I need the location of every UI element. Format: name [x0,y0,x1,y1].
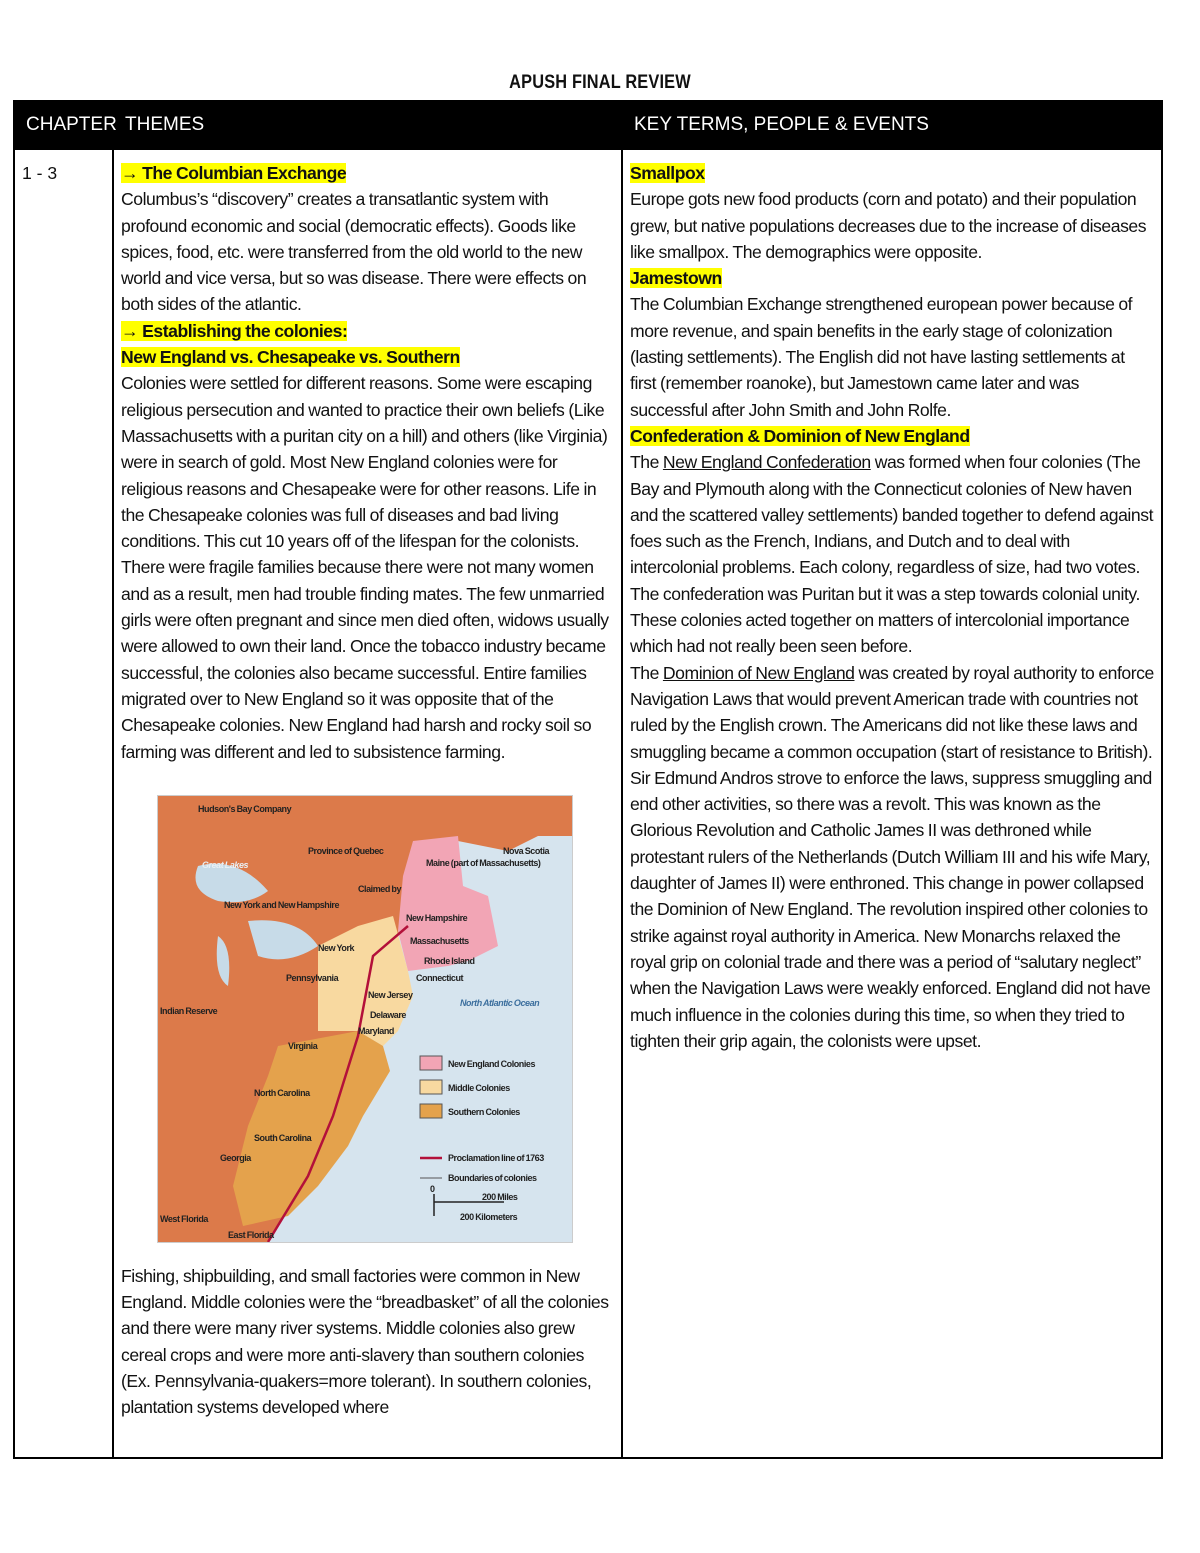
label-north-atlantic: North Atlantic Ocean [460,997,540,1008]
key-terms-cell [622,149,1162,1458]
label-nova-scotia: Nova Scotia [503,845,550,856]
themes-cell [113,149,622,1458]
scale-miles: 200 Miles [482,1191,518,1202]
confederation-paragraph: The New England Confederation was formed when four colonies (The Bay and Plymouth along with the Connecticut colonies of New haven and the scattered valley settlements) banded together to defend against foes such as the French, Indians, and Dutch and to deal with intercolonial problems. Each colony, regardless of size, had two votes. The confederation was Puritan but it was a step towards colonial unity. These colonies acted together on matters of intercolonial importance which had not really been seen before. [630,452,1154,657]
label-delaware: Delaware [370,1009,406,1020]
dominion-term: Dominion of New England [662,662,855,683]
legend-boundaries: Boundaries of colonies [448,1172,537,1183]
label-indian-reserve: Indian Reserve [160,1005,218,1016]
label-hudsons-bay: Hudson's Bay Company [198,803,292,814]
label-quebec: Province of Quebec [308,845,384,856]
jamestown-heading: Jamestown [630,268,722,289]
colonies-text: Colonies were settled for different reasons. Some were escaping religious persecution and wanted to practice their own beliefs (Like Massachusetts with a puritan city on a hill) and others (like Virginia) were in search of gold. Most New England colonies were for religious reasons and Chesapeake were for other reasons. Life in the Chesapeake colonies was full of diseases and bad living conditions. This cut 10 years off of the lifespan for the colonists. There were fragile families because there were not many women and as a result, men had trouble finding mates. The few unmarried girls were often pregnant and since men died often, widows usually were allowed to own their land. Once the tobacco industry became successful, the colonies also became successful. Entire families migrated over to New England so it was opposite that of the Chesapeake colonies. New England had harsh and rocky soil so farming was different and led to subsistence farming. [121,373,609,762]
colonies-map [157,795,573,1243]
legend-new-england: New England Colonies [448,1058,536,1069]
label-new-hampshire: New Hampshire [406,912,468,923]
colonies-heading: → Establishing the colonies: [121,320,348,341]
label-connecticut: Connecticut [416,972,464,983]
scale-km: 200 Kilometers [460,1211,518,1222]
label-great-lakes: Great Lakes [202,859,249,870]
columbian-text: Columbus’s “discovery” creates a transatlantic system with profound economic and social (democratic effects). Goods like spices, food, etc. were transferred from the old world to the new world and vice versa, but so was disease. There were effects on both sides of the atlantic. [121,189,587,315]
review-table [13,100,1163,1459]
label-massachusetts: Massachusetts [410,935,469,946]
label-georgia: Georgia [220,1152,251,1163]
confederation-term: New England Confederation [662,452,871,473]
legend-swatch-new-england [420,1056,442,1070]
key-terms-header: KEY TERMS, PEOPLE & EVENTS [622,101,1162,149]
smallpox-heading: Smallpox [630,163,705,183]
label-west-florida: West Florida [160,1213,208,1224]
label-north-carolina: North Carolina [254,1087,310,1098]
legend-proclamation: Proclamation line of 1763 [448,1152,544,1163]
label-south-carolina: South Carolina [254,1132,312,1143]
label-maine: Maine (part of Massachusetts) [426,857,541,868]
chapter-header: CHAPTER [14,101,113,149]
label-rhode-island: Rhode Island [424,955,475,966]
colonies-subheading: New England vs. Chesapeake vs. Southern [121,347,460,368]
legend-swatch-southern [420,1104,442,1118]
columbian-heading: → The Columbian Exchange [121,163,347,183]
dominion-paragraph: The Dominion of New England was created by royal authority to enforce Navigation Laws that would prevent American trade with countries not ruled by the English crown. The Americans did not like these laws and smuggling became a common occupation (start of resistance to British). Sir Edmund Andros strove to enforce the laws, suppress smuggling and end other activities, so there was a revolt. This was known as the Glorious Revolution and Catholic James II was dethroned while protestant rulers of the Netherlands (Dutch William III and his wife Mary, daughter of James II) were enthroned. This change in power collapsed the Dominion of New England. The revolution inspired other colonies to strike against royal authority in America. New Monarchs relaxed the royal grip on colonial trade and there was a period of “salutary neglect” when the Navigation Laws were weakly enforced. England did not have much influence in the colonies during this time, so when they tried to tighten their grip again, the colonists were upset. [630,662,1154,1051]
label-east-florida: East Florida [228,1229,274,1240]
legend-swatch-middle [420,1080,442,1094]
table-header-row [14,101,1162,149]
label-pennsylvania: Pennsylvania [286,972,339,983]
jamestown-text: The Columbian Exchange strengthened european power because of more revenue, and spain benefits in the early stage of colonization (lasting settlements). The English did not have lasting settlements at first (remember roanoke), but Jamestown came later and was successful after John Smith and John Rolfe. [630,294,1133,420]
label-maryland: Maryland [358,1025,394,1036]
chapter-cell: 1 - 3 [14,149,113,1458]
smallpox-text: Europe gots new food products (corn and potato) and their population grew, but native populations decreases due to the increase of diseases like smallpox. The demographics were opposite. [630,189,1147,262]
scale-zero: 0 [430,1183,435,1194]
themes-header: THEMES [113,101,622,149]
label-new-york: New York [318,942,355,953]
legend-southern: Southern Colonies [448,1106,520,1117]
confederation-heading: Confederation & Dominion of New England [630,425,970,446]
label-virginia: Virginia [288,1040,318,1051]
label-claimed-by: Claimed by [358,883,402,894]
table-row [14,149,1162,1458]
legend-middle: Middle Colonies [448,1082,510,1093]
after-map-text: Fishing, shipbuilding, and small factories were common in New England. Middle colonies were the “breadbasket” of all the colonies and there were many river systems. Middle colonies also grew cereal crops and were more anti-slavery than southern colonies (Ex. Pennsylvania-quakers=more tolerant). In southern colonies, plantation systems developed where [121,1265,609,1418]
label-new-jersey: New Jersey [368,989,413,1000]
label-ny-nh: New York and New Hampshire [224,899,340,910]
page-title: APUSH FINAL REVIEW [509,72,691,93]
